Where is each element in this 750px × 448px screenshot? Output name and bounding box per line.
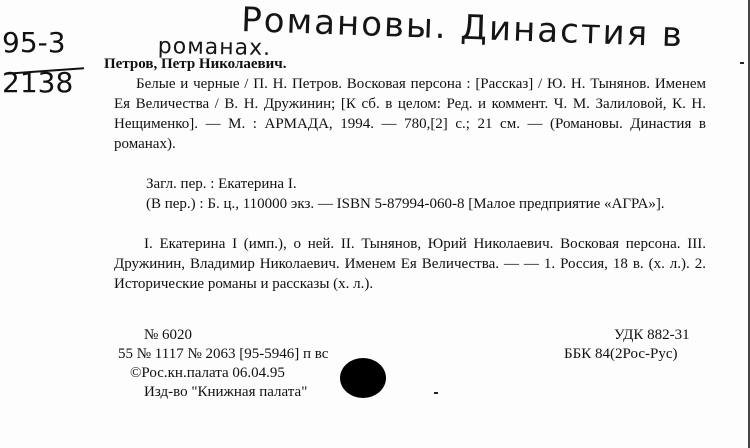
handwritten-series-title-line2: романах. (157, 34, 272, 61)
publisher-line: Изд-во "Книжная палата" (144, 384, 308, 400)
entry-edition-paragraph: (В пер.) : Б. ц., 110000 экз. — ISBN 5-87994-060-8 [Малое предприятие «АГРА»]. (146, 196, 665, 212)
handwritten-series-title-line1: Романовы. Династия в (240, 0, 685, 56)
call-number-bottom: 2138 (2, 66, 74, 99)
ink-speck (740, 62, 744, 64)
ink-speck (434, 392, 438, 394)
call-number-top: 95-3 (2, 26, 66, 59)
udk-code: УДК 882-31 (614, 327, 690, 343)
entry-main-paragraph: Белые и черные / П. Н. Петров. Восковая персона : [Рассказ] / Ю. Н. Тынянов. Именем Ея Величества / В. Н. Дружинин; [К сб. в целом: Ред. и коммент. Ч. М. Залиловой, К. Н. Нещименко]. — М. : АРМАДА, 1994. — 780,[2] с.; 21 см. — (Романовы. Династия в романах). (114, 76, 706, 152)
entry-subjects-paragraph: I. Екатерина I (имп.), о ней. II. Тынянов, Юрий Николаевич. Восковая персона. III. Дружинин, Владимир Николаевич. Именем Ея Величества. — — 1. Россия, 18 в. (х. л.). 2. Исторические романы и рассказы (х. л.). (114, 236, 706, 292)
entry-title-note: Загл. пер. : Екатерина I. (146, 176, 297, 192)
ink-blot (340, 358, 386, 398)
order-line: 55 № 1117 № 2063 [95-5946] п вс (118, 346, 329, 362)
entry-heading: Петров, Петр Николаевич. (104, 56, 287, 72)
copyright-line: ©Рос.кн.палата 06.04.95 (130, 365, 285, 381)
record-number: № 6020 (144, 327, 193, 343)
bbk-code: ББК 84(2Рос-Рус) (564, 346, 678, 362)
